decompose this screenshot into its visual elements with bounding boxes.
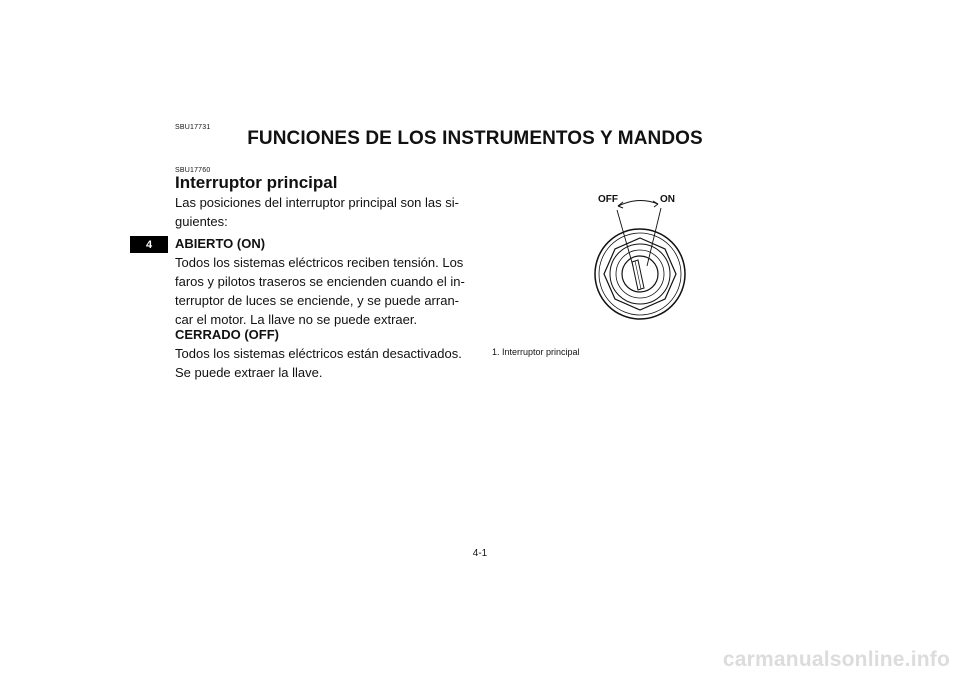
chapter-code: SBU17731 <box>175 124 211 131</box>
off-label: OFF <box>598 194 618 205</box>
watermark: carmanualsonline.info <box>722 648 950 671</box>
on-indicator-line <box>647 208 661 266</box>
off-position-description <box>175 344 465 382</box>
intro-paragraph <box>175 193 465 231</box>
on-label: ON <box>660 194 675 205</box>
text-line: Todos los sistemas eléctricos están desactivados. <box>175 346 462 361</box>
off-position-term: CERRADO (OFF) <box>175 327 279 342</box>
text-line: guientes: <box>175 214 228 229</box>
ignition-switch-body <box>595 229 685 319</box>
chapter-title: FUNCIONES DE LOS INSTRUMENTOS Y MANDOS <box>247 128 703 149</box>
page-number: 4-1 <box>472 548 488 559</box>
text-line: Todos los sistemas eléctricos reciben tensión. Los <box>175 255 464 270</box>
rotation-arc <box>618 200 658 206</box>
main-switch-illustration <box>560 180 720 340</box>
off-indicator-line <box>617 210 633 266</box>
on-position-description <box>175 253 465 329</box>
text-line: faros y pilotos traseros se encienden cuando el in- <box>175 274 465 289</box>
text-line: Se puede extraer la llave. <box>175 365 323 380</box>
chapter-tab: 4 <box>130 236 168 253</box>
section-code: SBU17760 <box>175 167 211 174</box>
text-line: car el motor. La llave no se puede extraer. <box>175 312 418 327</box>
text-line: Las posiciones del interruptor principal son las si- <box>175 195 459 210</box>
arc-arrow-right <box>653 201 658 207</box>
section-heading: Interruptor principal <box>175 173 338 192</box>
figure-caption: 1. Interruptor principal <box>492 347 580 357</box>
on-position-term: ABIERTO (ON) <box>175 236 266 251</box>
text-line: terruptor de luces se enciende, y se puede arran- <box>175 293 460 308</box>
